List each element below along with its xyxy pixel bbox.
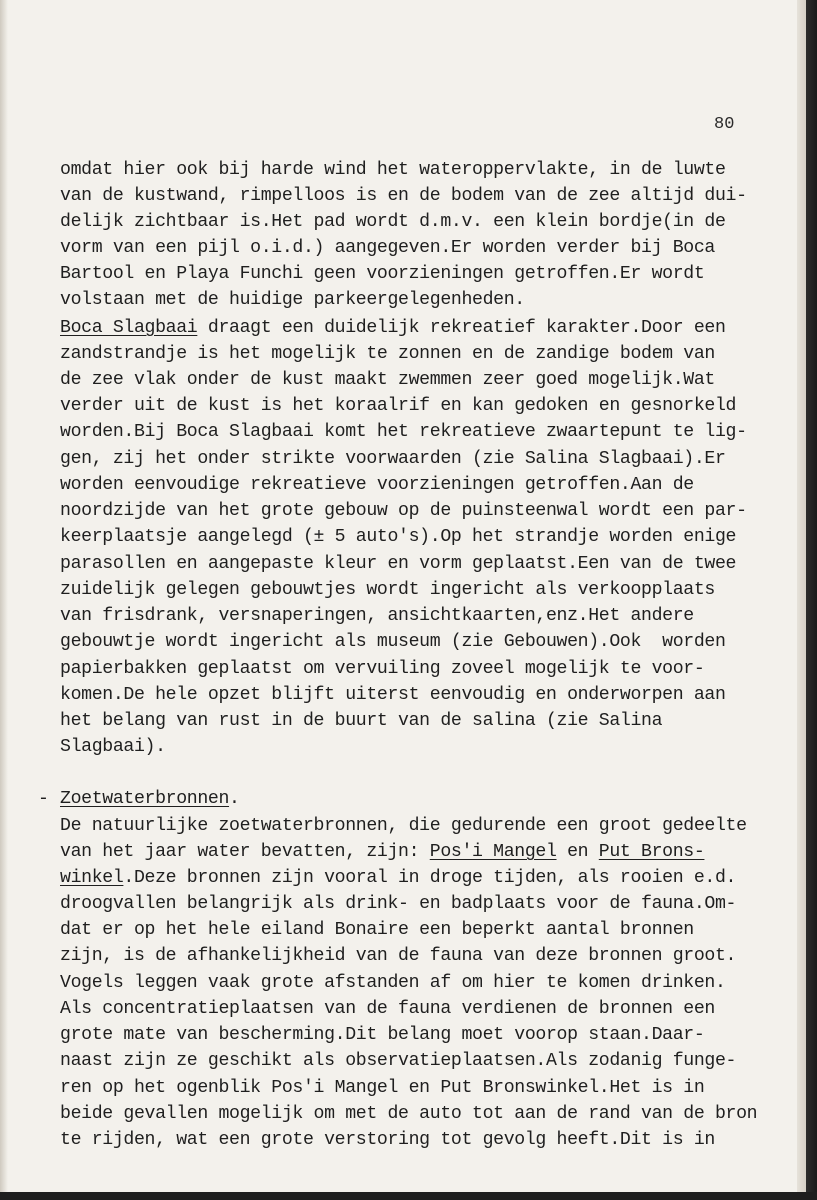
text-line: dat er op het hele eiland Bonaire een beperkt aantal bronnen bbox=[60, 920, 694, 940]
text-line-with-links bbox=[60, 839, 704, 865]
text-line: keerplaatsje aangelegd (± 5 auto's).Op het strandje worden enige bbox=[60, 527, 737, 547]
text-line: gebouwtje wordt ingericht als museum (zie Gebouwen).Ook worden bbox=[60, 632, 726, 652]
text-fragment: en bbox=[556, 842, 599, 862]
section-heading-boca-slagbaai: Boca Slagbaai bbox=[60, 318, 198, 338]
text-line: vorm van een pijl o.i.d.) aangegeven.Er worden verder bij Boca bbox=[60, 238, 715, 258]
text-line: Bartool en Playa Funchi geen voorzieningen getroffen.Er wordt bbox=[60, 264, 705, 284]
text-line: Als concentratieplaatsen van de fauna verdienen de bronnen een bbox=[60, 999, 715, 1019]
underlined-term-put-bronswinkel: Put Brons- bbox=[598, 842, 705, 862]
scan-border-bottom bbox=[0, 1192, 817, 1200]
text-line: naast zijn ze geschikt als observatieplaatsen.Als zodanig funge- bbox=[60, 1051, 737, 1071]
text-line: Vogels leggen vaak grote afstanden af om hier te komen drinken. bbox=[60, 973, 726, 993]
text-line: De natuurlijke zoetwaterbronnen, die gedurende een groot gedeelte bbox=[60, 816, 747, 836]
text-line: de zee vlak onder de kust maakt zwemmen zeer goed mogelijk.Wat bbox=[60, 370, 715, 390]
text-line: Slagbaai). bbox=[60, 737, 166, 757]
text-line: papierbakken geplaatst om vervuiling zoveel mogelijk te voor- bbox=[60, 659, 705, 679]
underlined-term-put-bronswinkel-cont: winkel bbox=[60, 868, 124, 888]
text-line: droogvallen belangrijk als drink- en badplaats voor de fauna.Om- bbox=[60, 894, 737, 914]
text-line: van frisdrank, versnaperingen, ansichtkaarten,enz.Het andere bbox=[60, 606, 694, 626]
paragraph-first-line bbox=[60, 315, 726, 341]
text-line: het belang van rust in de buurt van de salina (zie Salina bbox=[60, 711, 663, 731]
text-fragment: van het jaar water bevatten, zijn: bbox=[60, 842, 430, 862]
text-line: zandstrandje is het mogelijk te zonnen en de zandige bodem van bbox=[60, 344, 715, 364]
text-line: noordzijde van het grote gebouw op de puinsteenwal wordt een par- bbox=[60, 501, 747, 521]
text-fragment: .Deze bronnen zijn vooral in droge tijden, als rooien e.d. bbox=[123, 868, 737, 888]
underlined-term-pos-i-mangel: Pos'i Mangel bbox=[429, 842, 557, 862]
text-line: gen, zij het onder strikte voorwaarden (zie Salina Slagbaai).Er bbox=[60, 449, 726, 469]
text-line: zijn, is de afhankelijkheid van de fauna van deze bronnen groot. bbox=[60, 946, 737, 966]
list-bullet: - bbox=[38, 789, 49, 809]
text-line: komen.De hele opzet blijft uiterst eenvoudig en onderworpen aan bbox=[60, 685, 726, 705]
text-line-with-link bbox=[60, 865, 736, 891]
text-line: volstaan met de huidige parkeergelegenheden. bbox=[60, 290, 525, 310]
text-line: verder uit de kust is het koraalrif en kan gedoken en gesnorkeld bbox=[60, 396, 737, 416]
text-line: te rijden, wat een grote verstoring tot gevolg heeft.Dit is in bbox=[60, 1130, 715, 1150]
page-binding-shadow bbox=[0, 0, 8, 1192]
text-line: beide gevallen mogelijk om met de auto tot aan de rand van de bron bbox=[60, 1104, 758, 1124]
text-line: ren op het ogenblik Pos'i Mangel en Put Bronswinkel.Het is in bbox=[60, 1078, 705, 1098]
text-line: worden eenvoudige rekreatieve voorzieningen getroffen.Aan de bbox=[60, 475, 694, 495]
text-fragment: . bbox=[229, 789, 240, 809]
text-line: zuidelijk gelegen gebouwtjes wordt ingericht als verkoopplaats bbox=[60, 580, 715, 600]
text-line: van de kustwand, rimpelloos is en de bodem van de zee altijd dui- bbox=[60, 186, 747, 206]
section-heading-zoetwaterbronnen: Zoetwaterbronnen bbox=[60, 789, 230, 809]
text-line: worden.Bij Boca Slagbaai komt het rekreatieve zwaartepunt te lig- bbox=[60, 422, 747, 442]
section-heading-line bbox=[60, 786, 240, 812]
text-line: grote mate van bescherming.Dit belang moet voorop staan.Daar- bbox=[60, 1025, 705, 1045]
text-line: delijk zichtbaar is.Het pad wordt d.m.v. een klein bordje(in de bbox=[60, 212, 726, 232]
page-number: 80 bbox=[714, 115, 735, 134]
page-edge-right bbox=[797, 0, 817, 1200]
text-line: parasollen en aangepaste kleur en vorm geplaatst.Een van de twee bbox=[60, 554, 737, 574]
text-line: omdat hier ook bij harde wind het wateroppervlakte, in de luwte bbox=[60, 160, 726, 180]
text-fragment: draagt een duidelijk rekreatief karakter.Door een bbox=[197, 318, 726, 338]
